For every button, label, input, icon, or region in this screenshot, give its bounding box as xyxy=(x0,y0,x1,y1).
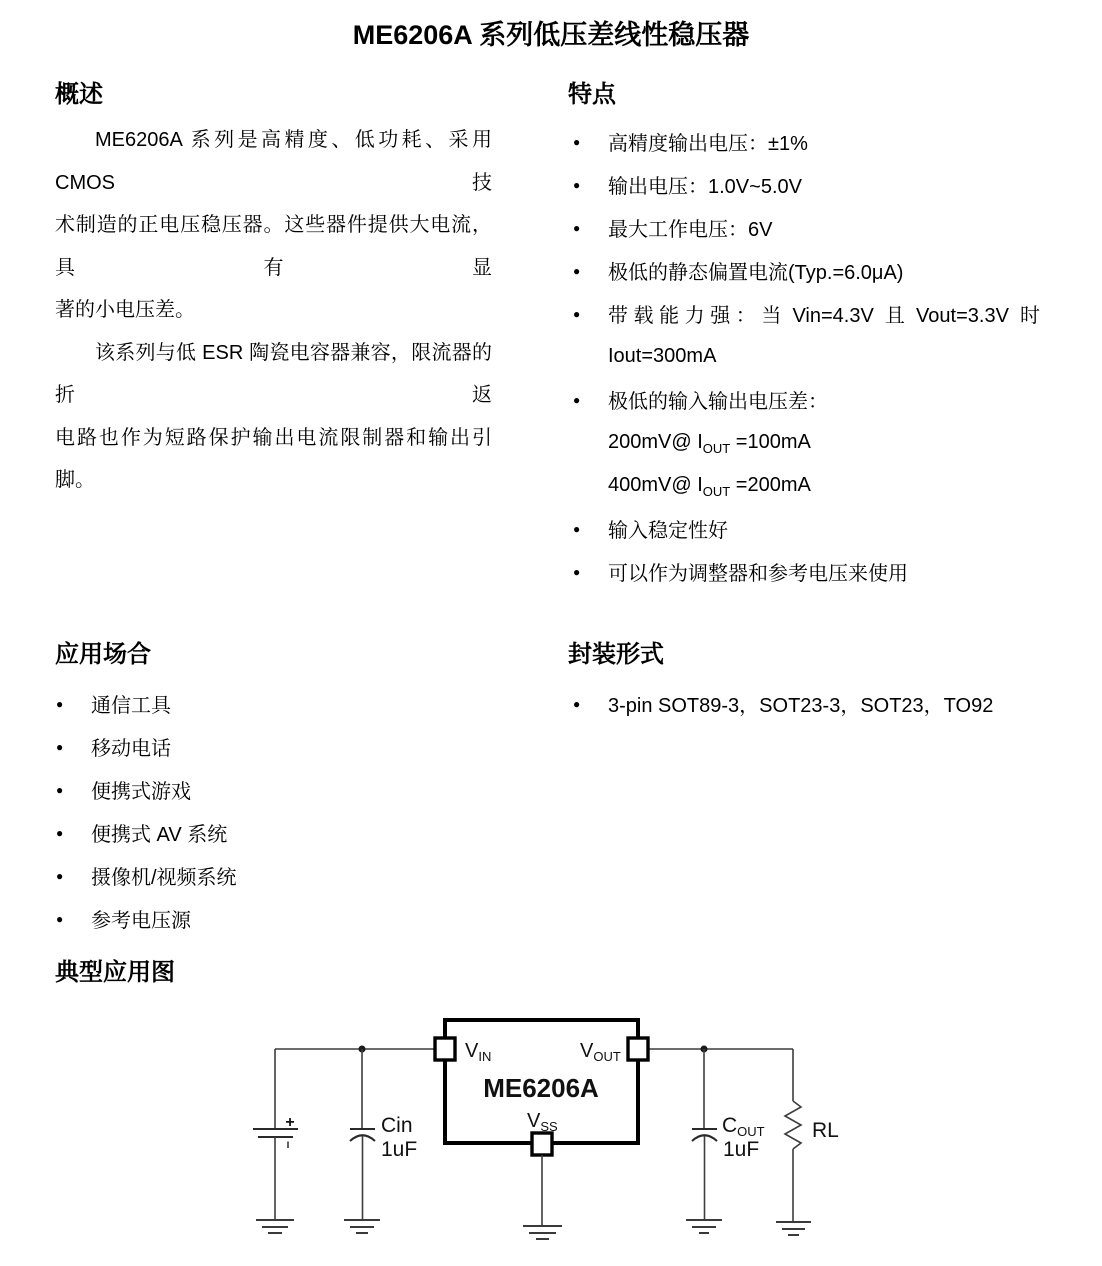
application-text: 参考电压源 xyxy=(91,910,191,932)
feature-item xyxy=(570,120,1048,163)
dropout-value: 400mV@ I xyxy=(608,474,703,496)
feature-item xyxy=(570,206,1048,249)
application-item xyxy=(53,682,493,725)
application-item xyxy=(53,854,493,897)
feature-item xyxy=(570,292,1048,335)
ground-icon xyxy=(776,1222,811,1235)
vin-label-sub: IN xyxy=(478,1049,492,1064)
vout-label-sub: OUT xyxy=(593,1049,621,1064)
cout-label-sub: OUT xyxy=(737,1124,765,1139)
ground-icon xyxy=(686,1220,722,1233)
dropout-condition: =100mA xyxy=(730,431,811,453)
capacitor-cin-icon xyxy=(344,1049,417,1233)
overview-paragraph-line: 电路也作为短路保护输出电流限制器和输出引脚。 xyxy=(55,426,492,491)
feature-text: 输入稳定性好 xyxy=(608,520,728,542)
bullet-icon: ● xyxy=(573,177,581,192)
feature-text: Iout=300mA xyxy=(608,345,717,367)
feature-text: 极低的静态偏置电流(Typ.=6.0μA) xyxy=(608,262,904,284)
overview-paragraph-line: ME6206A 系列是高精度、低功耗、采用 CMOS 技 xyxy=(55,129,492,194)
application-text: 便携式 AV 系统 xyxy=(91,824,228,846)
bullet-icon: ● xyxy=(56,868,64,883)
cin-label: Cin xyxy=(381,1114,413,1137)
application-item xyxy=(53,811,493,854)
page-title: ME6206A 系列低压差线性稳压器 xyxy=(352,20,750,50)
bullet-icon: ● xyxy=(56,782,64,797)
feature-text: 高精度输出电压：±1% xyxy=(608,133,808,155)
bullet-icon: ● xyxy=(56,739,64,754)
feature-text: 极低的输入输出电压差： xyxy=(608,391,828,413)
feature-item-continuation xyxy=(570,464,1048,507)
applications-heading: 应用场合 xyxy=(55,641,151,668)
feature-item xyxy=(570,378,1048,421)
ground-icon xyxy=(256,1220,294,1233)
bullet-icon: ● xyxy=(573,696,581,711)
features-list xyxy=(570,120,1048,593)
bullet-icon: ● xyxy=(56,696,64,711)
vin-pin xyxy=(435,1038,455,1060)
feature-item xyxy=(570,550,1048,593)
bullet-icon: ● xyxy=(573,220,581,235)
dropout-value: 200mV@ I xyxy=(608,431,703,453)
feature-text xyxy=(608,431,811,454)
ic-box xyxy=(435,1020,648,1155)
application-text: 便携式游戏 xyxy=(91,781,191,803)
application-text: 摄像机/视频系统 xyxy=(91,867,237,889)
feature-text xyxy=(608,474,811,497)
ground-icon xyxy=(523,1226,562,1239)
feature-text: 带 载 能 力 强 ： 当 Vin=4.3V 且 Vout=3.3V 时 xyxy=(608,305,1041,327)
packages-heading: 封装形式 xyxy=(568,641,664,668)
bullet-icon: ● xyxy=(573,306,581,321)
cout-label xyxy=(722,1114,765,1139)
feature-text: 最大工作电压：6V xyxy=(608,219,773,241)
feature-item-continuation xyxy=(570,421,1048,464)
bullet-icon: ● xyxy=(573,134,581,149)
bullet-icon: ● xyxy=(573,392,581,407)
overview-body xyxy=(55,119,492,502)
packages-list xyxy=(570,682,1090,725)
rl-label: RL xyxy=(812,1119,839,1142)
vin-label-main: V xyxy=(465,1040,479,1062)
vss-pin xyxy=(532,1133,552,1155)
application-item xyxy=(53,725,493,768)
ic-label: ME6206A xyxy=(483,1073,599,1103)
overview-paragraph-line: 术制造的正电压稳压器。这些器件提供大电流，具有显 xyxy=(55,214,492,279)
applications-list xyxy=(53,682,493,940)
subscript-out: OUT xyxy=(702,441,731,456)
bullet-icon: ● xyxy=(573,263,581,278)
bullet-icon: ● xyxy=(573,521,581,536)
cout-label-main: C xyxy=(722,1114,738,1137)
resistor-rl-icon xyxy=(776,1049,839,1235)
overview-paragraph-line: 该系列与低 ESR 陶瓷电容器兼容，限流器的折返 xyxy=(55,341,492,406)
feature-item xyxy=(570,507,1048,550)
vss-ground xyxy=(523,1155,562,1239)
vss-label-main: V xyxy=(527,1110,541,1132)
vout-label-main: V xyxy=(580,1040,594,1062)
overview-paragraph-line: 著的小电压差。 xyxy=(55,299,195,321)
ground-icon xyxy=(344,1220,380,1233)
feature-item xyxy=(570,163,1048,206)
overview-heading: 概述 xyxy=(55,81,103,108)
vss-label-sub: SS xyxy=(540,1119,558,1134)
application-item xyxy=(53,768,493,811)
vout-pin xyxy=(628,1038,648,1060)
subscript-out: OUT xyxy=(702,484,731,499)
bullet-icon: ● xyxy=(56,825,64,840)
dropout-condition: =200mA xyxy=(730,474,811,496)
battery-icon xyxy=(253,1049,298,1233)
application-item xyxy=(53,897,493,940)
package-item xyxy=(570,682,1090,725)
typical-application-circuit xyxy=(230,1010,870,1266)
application-text: 通信工具 xyxy=(91,695,171,717)
feature-item-continuation xyxy=(570,335,1048,378)
typical-application-heading: 典型应用图 xyxy=(55,959,175,986)
cin-value: 1uF xyxy=(381,1138,418,1161)
capacitor-cout-icon xyxy=(686,1049,765,1233)
resistor-zigzag xyxy=(785,1101,801,1149)
package-text: 3-pin SOT89-3，SOT23-3，SOT23，TO92 xyxy=(608,695,994,717)
feature-item xyxy=(570,249,1048,292)
feature-text: 可以作为调整器和参考电压来使用 xyxy=(608,563,908,585)
battery-plus-label: + xyxy=(285,1114,295,1131)
feature-text: 输出电压：1.0V~5.0V xyxy=(608,176,802,198)
bullet-icon: ● xyxy=(56,911,64,926)
bullet-icon: ● xyxy=(573,564,581,579)
features-heading: 特点 xyxy=(568,81,616,108)
application-text: 移动电话 xyxy=(91,738,171,760)
cout-value: 1uF xyxy=(723,1138,760,1161)
